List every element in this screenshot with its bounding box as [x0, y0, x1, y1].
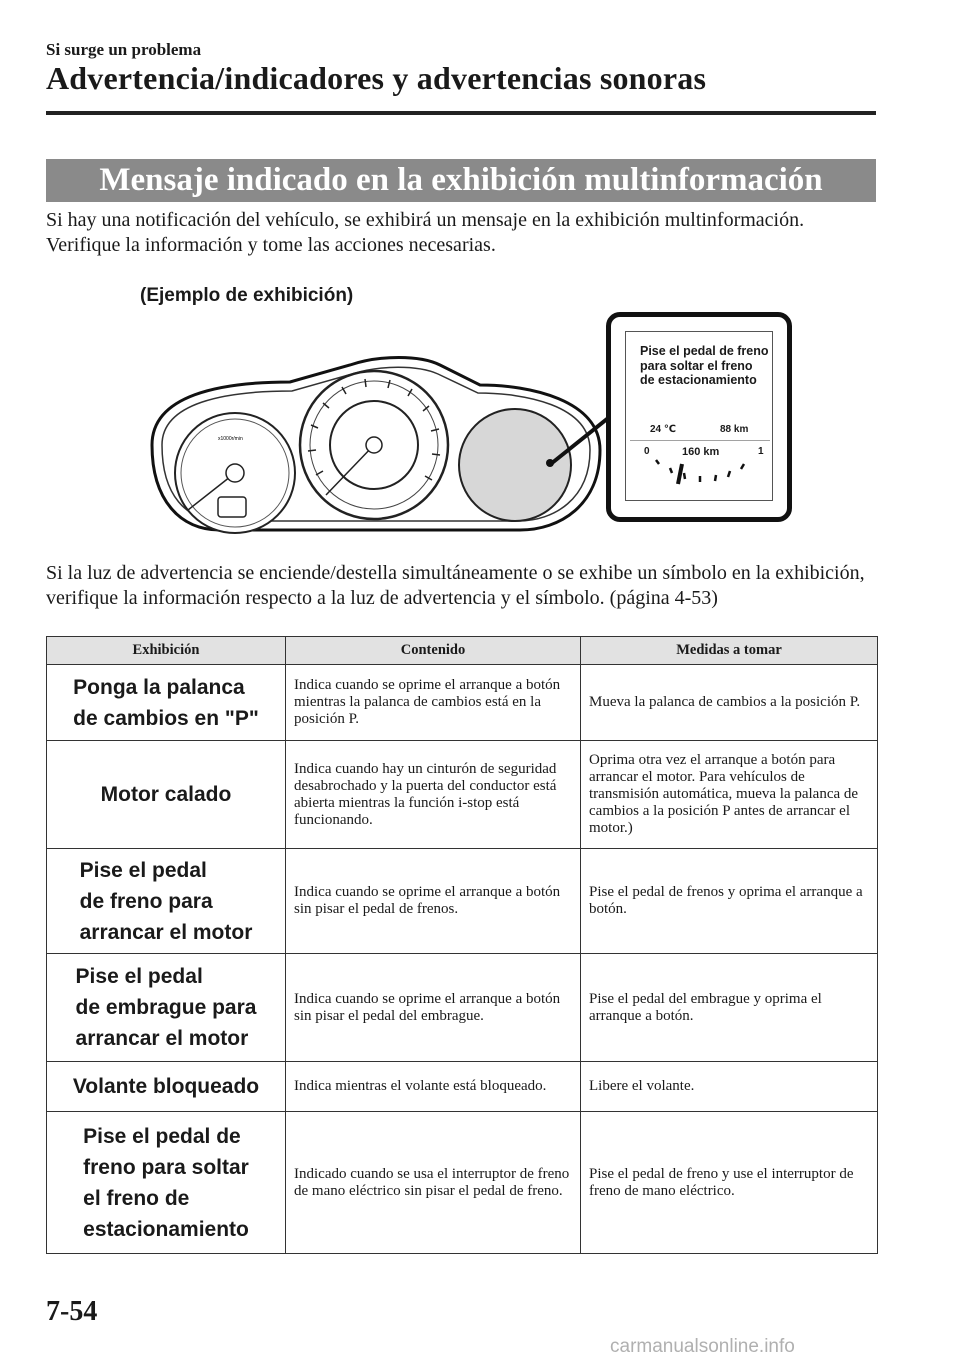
- content-cell: Indicado cuando se usa el interruptor de freno de mano eléctrico sin pisar el pedal de freno.: [286, 1112, 581, 1254]
- gear-indicator: [218, 497, 246, 517]
- multi-information-display: [459, 409, 571, 521]
- header-action: Medidas a tomar: [581, 637, 878, 665]
- content-cell: Indica cuando hay un cinturón de seguridad desabrochado y la puerta del conductor está abierta mientras la función i-stop está funcionando.: [286, 741, 581, 849]
- header-content: Contenido: [286, 637, 581, 665]
- figure-caption: (Ejemplo de exhibición): [140, 285, 354, 306]
- action-cell: Pise el pedal de freno y use el interruptor de freno de mano eléctrico.: [581, 1112, 878, 1254]
- odometer-readout: 160 km: [682, 446, 720, 458]
- display-cell: [47, 741, 286, 849]
- table-row: [47, 849, 878, 954]
- display-message: Volante bloqueado: [72, 1075, 260, 1098]
- instrument-cluster-illustration: [140, 285, 610, 545]
- callout-message: Pise el pedal de freno para soltar el freno de estacionamiento: [640, 344, 769, 387]
- fuel-gauge-needle: [678, 464, 682, 484]
- gauge-min-label: 0: [644, 446, 650, 457]
- header-rule: [46, 111, 876, 115]
- gauge-max-label: 1: [758, 446, 764, 457]
- table-row: [47, 741, 878, 849]
- page-number: 7-54: [46, 1296, 98, 1327]
- display-message: Motor calado: [100, 783, 232, 806]
- intro-paragraph: Si hay una notificación del vehículo, se exhibirá un mensaje en la exhibición multinformación. Verifique la información y tome las acciones necesarias.: [46, 209, 805, 256]
- content-cell: Indica cuando se oprime el arranque a botón sin pisar el pedal de frenos.: [286, 849, 581, 954]
- table-header-row: [47, 637, 878, 665]
- range-readout: 88 km: [720, 424, 749, 435]
- display-cell: [47, 954, 286, 1062]
- action-cell: Pise el pedal del embrague y oprima el arranque a botón.: [581, 954, 878, 1062]
- display-callout: [606, 312, 792, 522]
- tachometer-label: x1000r/min: [218, 436, 243, 442]
- instrument-cluster-figure: [140, 285, 800, 545]
- display-cell: [47, 1112, 286, 1254]
- display-message: Pise el pedal de freno para soltar el freno de estacionamiento: [83, 1124, 249, 1241]
- table-row: [47, 1112, 878, 1254]
- action-cell: Oprima otra vez el arranque a botón para arrancar el motor. Para vehículos de transmisión automática, mueva la palanca de cambios a la posición P antes de arrancar el motor.): [581, 741, 878, 849]
- table-row: [47, 665, 878, 741]
- display-message: Pise el pedal de embrague para arrancar el motor: [75, 965, 257, 1050]
- action-cell: Pise el pedal de frenos y oprima el arranque a botón.: [581, 849, 878, 954]
- section-banner: Mensaje indicado en la exhibición multinformación: [46, 159, 876, 202]
- display-message: Ponga la palanca de cambios en "P": [73, 675, 259, 730]
- section-label: Si surge un problema: [46, 40, 202, 59]
- action-cell: Mueva la palanca de cambios a la posición P.: [581, 665, 878, 741]
- watermark: carmanualsonline.info: [610, 1336, 795, 1357]
- table-row: [47, 954, 878, 1062]
- messages-table: [46, 636, 878, 1254]
- warning-paragraph: Si la luz de advertencia se enciende/destella simultáneamente o se exhibe un símbolo en la exhibición, verifique la información respecto a la luz de advertencia y el símbolo. (página 4-53): [46, 562, 865, 609]
- display-cell: [47, 665, 286, 741]
- content-cell: Indica cuando se oprime el arranque a botón sin pisar el pedal del embrague.: [286, 954, 581, 1062]
- action-cell: Libere el volante.: [581, 1062, 878, 1112]
- table-row: [47, 1062, 878, 1112]
- display-cell: [47, 849, 286, 954]
- display-screen: [625, 331, 773, 501]
- header-display: Exhibición: [47, 637, 286, 665]
- chapter-title: Advertencia/indicadores y advertencias sonoras: [46, 60, 707, 96]
- content-cell: Indica cuando se oprime el arranque a botón mientras la palanca de cambios está en la posición P.: [286, 665, 581, 741]
- temperature-readout: 24 ℃: [650, 424, 677, 435]
- content-cell: Indica mientras el volante está bloqueado.: [286, 1062, 581, 1112]
- display-message: Pise el pedal de freno para arrancar el motor: [79, 858, 253, 944]
- display-cell: [47, 1062, 286, 1112]
